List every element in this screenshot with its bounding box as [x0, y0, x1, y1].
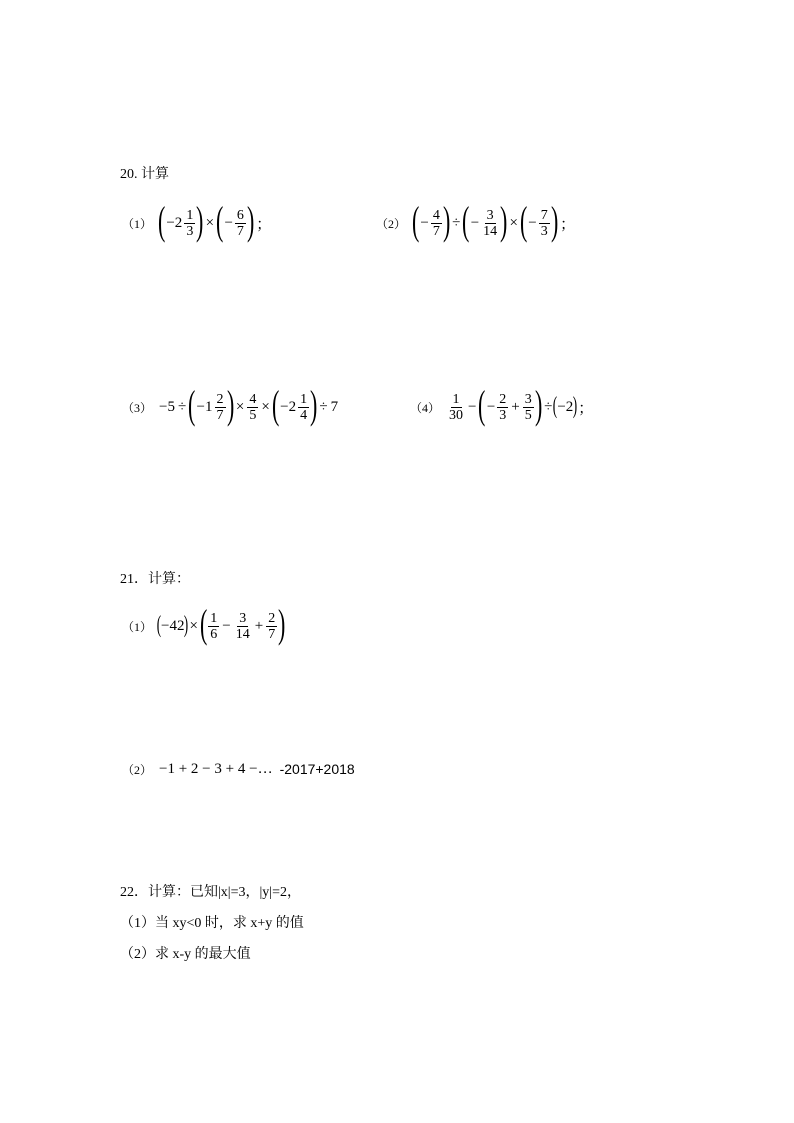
q21-part1-label: （1） [122, 619, 153, 634]
denominator: 7 [216, 407, 224, 423]
plus-sign: + [254, 617, 264, 634]
numerator: 1 [210, 610, 218, 626]
right-paren: ) [573, 393, 578, 419]
divide-sign: ÷ [319, 398, 328, 415]
mixed-number [196, 392, 227, 423]
q20-part1-label: （1） [122, 216, 153, 231]
sign: − [486, 398, 496, 415]
fraction [208, 611, 219, 642]
q21-part2-label: （2） [122, 762, 153, 777]
fraction [431, 208, 442, 239]
right-paren: ) [226, 382, 234, 427]
right-paren: ) [534, 382, 543, 427]
times-sign: × [205, 214, 215, 231]
integer-part: −1 [196, 398, 213, 415]
left-paren: ( [553, 393, 558, 419]
numerator: 2 [268, 610, 276, 626]
fraction [235, 208, 246, 239]
left-paren: ( [462, 198, 470, 243]
sign: − [470, 214, 480, 231]
numerator: 7 [540, 207, 548, 223]
denominator: 3 [540, 223, 548, 239]
left-paren: ( [199, 601, 208, 646]
denominator: 14 [483, 223, 498, 239]
plus-sign: + [511, 398, 520, 415]
integer: 7 [330, 398, 339, 415]
numerator: 3 [524, 391, 532, 407]
denominator: 5 [249, 407, 257, 423]
fraction [247, 392, 258, 423]
denominator: 7 [236, 223, 244, 239]
left-paren: ( [158, 198, 166, 243]
q20-title: 20. 计算 [120, 167, 169, 182]
semicolon: ； [256, 216, 272, 233]
sign: − [528, 214, 537, 231]
divide-sign: ÷ [452, 214, 461, 231]
left-paren: ( [519, 198, 528, 243]
times-sign: × [261, 398, 270, 415]
fraction [298, 392, 309, 423]
q22-part2: （2）求 x-y 的最大值 [120, 947, 251, 962]
fraction [184, 208, 195, 239]
integer: −5 [159, 398, 175, 415]
q21-part2 [122, 759, 355, 779]
mixed-number [165, 208, 196, 239]
left-paren: ( [478, 382, 486, 427]
fraction [447, 392, 465, 423]
times-sign: × [509, 214, 518, 231]
times-sign: × [189, 617, 198, 634]
right-paren: ) [196, 198, 204, 243]
left-paren: ( [156, 612, 162, 638]
numerator: 3 [486, 207, 494, 223]
sign: − [420, 214, 429, 231]
q20-part2-label: （2） [376, 216, 407, 231]
integer-part: −2 [280, 398, 297, 415]
series-expression: −1 + 2 − 3 + 4 −… [159, 760, 273, 777]
fraction [481, 208, 499, 239]
right-paren: ) [278, 601, 286, 646]
numerator: 1 [300, 391, 308, 407]
divide-sign: ÷ [177, 398, 187, 415]
denominator: 3 [186, 223, 194, 239]
q20-part3-label: （3） [122, 400, 153, 415]
left-paren: ( [188, 382, 196, 427]
numerator: 3 [239, 610, 247, 626]
integer-part: −2 [166, 214, 183, 231]
fraction [523, 392, 534, 423]
divide-sign: ÷ [544, 398, 553, 415]
denominator: 4 [300, 407, 308, 423]
right-paren: ) [550, 198, 559, 243]
fraction [539, 208, 550, 239]
left-paren: ( [412, 198, 420, 243]
fraction [215, 392, 226, 423]
left-paren: ( [271, 382, 280, 427]
minus-sign: − [468, 398, 477, 415]
denominator: 3 [499, 407, 507, 423]
q21-part1 [122, 601, 286, 646]
minus-sign: − [222, 617, 231, 634]
fraction [234, 611, 252, 642]
denominator: 7 [432, 223, 440, 239]
fraction [497, 392, 508, 423]
times-sign: × [235, 398, 245, 415]
q20-part2 [376, 198, 577, 243]
numerator: 2 [499, 391, 507, 407]
numerator: 2 [216, 391, 224, 407]
integer: −42 [161, 617, 185, 634]
q20-part4 [410, 382, 595, 427]
fraction [266, 611, 277, 642]
denominator: 5 [524, 407, 532, 423]
q20-part3 [122, 382, 339, 427]
series-tail: -2017+2018 [279, 761, 355, 777]
denominator: 30 [449, 407, 464, 423]
denominator: 6 [210, 626, 218, 642]
left-paren: ( [216, 198, 224, 243]
right-paren: ) [246, 198, 255, 243]
semicolon: ； [578, 400, 594, 417]
sign: − [224, 214, 233, 231]
numerator: 4 [249, 391, 257, 407]
numerator: 1 [452, 391, 460, 407]
numerator: 1 [186, 207, 194, 223]
right-paren: ) [310, 382, 318, 427]
denominator: 7 [268, 626, 276, 642]
q20-part1 [122, 198, 273, 243]
q22-title: 22．计算：已知|x|=3，|y|=2， [120, 885, 302, 900]
denominator: 14 [235, 626, 250, 642]
q21-title: 21．计算： [120, 572, 190, 587]
integer: −2 [557, 398, 574, 415]
right-paren: ) [442, 198, 451, 243]
right-paren: ) [500, 198, 508, 243]
numerator: 6 [236, 207, 244, 223]
right-paren: ) [184, 612, 189, 638]
numerator: 4 [432, 207, 440, 223]
q20-part4-label: （4） [410, 400, 441, 415]
mixed-number [279, 392, 310, 423]
semicolon: ； [560, 216, 576, 233]
q22-part1: （1）当 xy<0 时，求 x+y 的值 [120, 916, 304, 931]
